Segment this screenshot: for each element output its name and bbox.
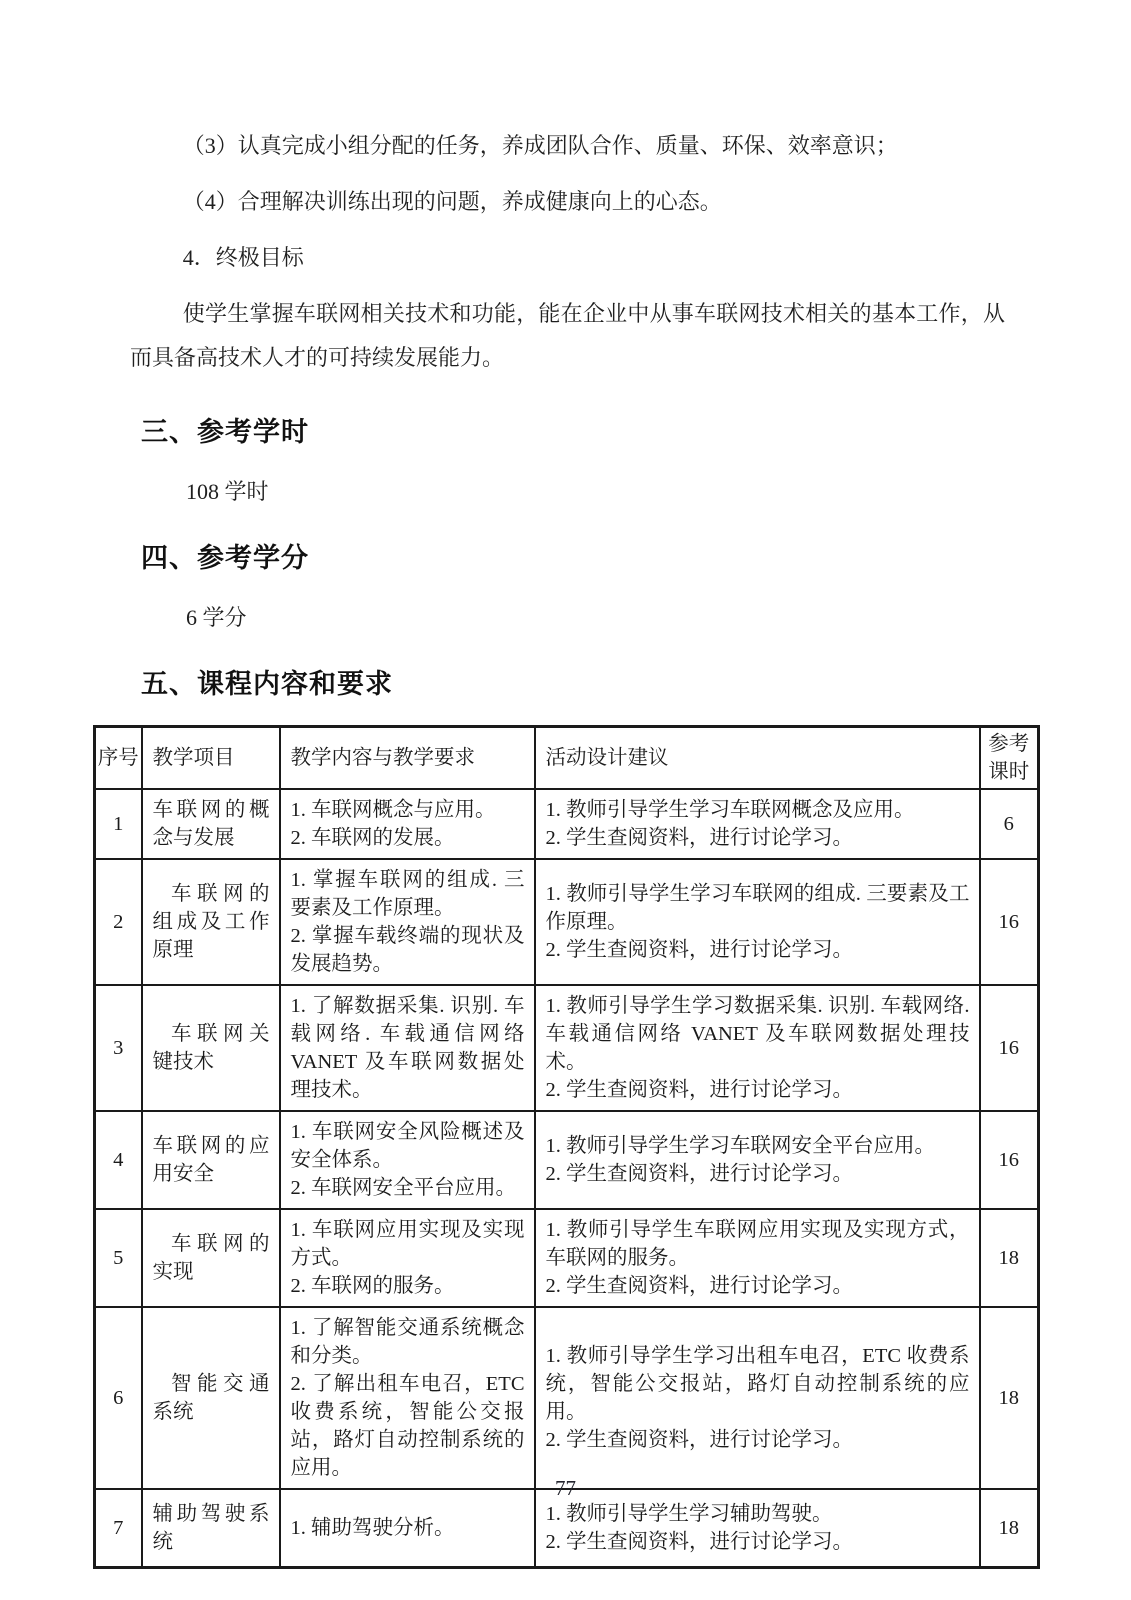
cell-row-number: 1 xyxy=(95,789,142,859)
cell-row-number: 2 xyxy=(95,859,142,985)
cell-activity-suggestion xyxy=(535,1111,980,1209)
cell-text-line: 1. 教师引导学生学习车联网概念及应用。 xyxy=(545,799,915,821)
cell-teaching-project: 车联网的组成及工作原理 xyxy=(142,859,280,985)
cell-teaching-project: 车联网的概念与发展 xyxy=(142,789,280,859)
section-heading-reference-hours: 三、参考学时 xyxy=(141,417,309,447)
section-heading-course-content: 五、课程内容和要求 xyxy=(141,669,393,699)
cell-text-line: 2. 车联网的发展。 xyxy=(290,827,455,849)
cell-text-line: 1. 了解智能交通系统概念和分类。 xyxy=(290,1317,525,1367)
reference-hours-value: 108 学时 xyxy=(186,479,269,504)
paragraph-item-3: （3）认真完成小组分配的任务，养成团队合作、质量、环保、效率意识； xyxy=(182,133,898,158)
cell-reference-hours: 18 xyxy=(980,1489,1039,1567)
cell-teaching-project: 辅助驾驶系统 xyxy=(142,1489,280,1567)
table-row xyxy=(95,1209,1039,1307)
goal-body-paragraph: 使学生掌握车联网相关技术和功能，能在企业中从事车联网技术相关的基本工作，从而具备高技术人才的可持续发展能力。 xyxy=(130,301,1005,370)
cell-teaching-content xyxy=(280,1209,535,1307)
cell-reference-hours: 6 xyxy=(980,789,1039,859)
cell-activity-suggestion xyxy=(535,1307,980,1489)
table-header-no: 序号 xyxy=(95,727,142,790)
cell-activity-suggestion xyxy=(535,985,980,1111)
cell-teaching-content xyxy=(280,1307,535,1489)
cell-reference-hours: 16 xyxy=(980,1111,1039,1209)
cell-teaching-project: 智能交通系统 xyxy=(142,1307,280,1489)
cell-activity-suggestion xyxy=(535,859,980,985)
goal-subheading: 4．终极目标 xyxy=(182,245,304,270)
cell-row-number: 3 xyxy=(95,985,142,1111)
course-table-body xyxy=(95,789,1039,1567)
cell-text-line: 2. 学生查阅资料，进行讨论学习。 xyxy=(545,1163,853,1185)
cell-text-line: 1. 教师引导学生学习数据采集. 识别. 车载网络. 车载通信网络 VANET 及车联网数据处理技术。 xyxy=(545,995,970,1073)
cell-row-number: 7 xyxy=(95,1489,142,1567)
cell-text-line: 2. 学生查阅资料，进行讨论学习。 xyxy=(545,1429,853,1451)
reference-credits-value: 6 学分 xyxy=(186,605,247,630)
table-row xyxy=(95,789,1039,859)
page-number: 77 xyxy=(555,1476,576,1500)
cell-text-line: 2. 学生查阅资料，进行讨论学习。 xyxy=(545,827,853,849)
table-header-project: 教学项目 xyxy=(142,727,280,790)
table-header-activity: 活动设计建议 xyxy=(535,727,980,790)
table-header-hours: 参考课时 xyxy=(980,727,1039,790)
cell-teaching-content xyxy=(280,1111,535,1209)
cell-text-line: 2. 车联网的服务。 xyxy=(290,1275,455,1297)
cell-text-line: 1. 车联网应用实现及实现方式。 xyxy=(290,1219,525,1269)
table-header-row xyxy=(95,727,1039,790)
cell-text-line: 1. 教师引导学生学习车联网的组成. 三要素及工作原理。 xyxy=(545,883,970,933)
table-row xyxy=(95,1111,1039,1209)
cell-text-line: 1. 教师引导学生学习出租车电召，ETC 收费系统，智能公交报站，路灯自动控制系统的应用。 xyxy=(545,1345,970,1423)
cell-teaching-content xyxy=(280,859,535,985)
intro-text-block xyxy=(130,124,1005,380)
cell-text-line: 1. 辅助驾驶分析。 xyxy=(290,1516,455,1539)
cell-text-line: 2. 学生查阅资料，进行讨论学习。 xyxy=(545,1275,853,1297)
cell-row-number: 4 xyxy=(95,1111,142,1209)
cell-text-line: 1. 车联网安全风险概述及安全体系。 xyxy=(290,1121,525,1171)
cell-reference-hours: 18 xyxy=(980,1307,1039,1489)
cell-text-line: 2. 了解出租车电召，ETC 收费系统，智能公交报站，路灯自动控制系统的应用。 xyxy=(290,1373,525,1479)
cell-teaching-content xyxy=(280,789,535,859)
cell-text-line: 2. 学生查阅资料，进行讨论学习。 xyxy=(545,1079,853,1101)
cell-row-number: 6 xyxy=(95,1307,142,1489)
paragraph-item-4: （4）合理解决训练出现的问题，养成健康向上的心态。 xyxy=(182,189,722,214)
course-content-table xyxy=(93,725,1040,1569)
cell-reference-hours: 16 xyxy=(980,859,1039,985)
table-row xyxy=(95,1307,1039,1489)
cell-teaching-project: 车联网的实现 xyxy=(142,1209,280,1307)
cell-text-line: 1. 车联网概念与应用。 xyxy=(290,799,496,821)
cell-teaching-project: 车联网的应用安全 xyxy=(142,1111,280,1209)
cell-teaching-content xyxy=(280,985,535,1111)
cell-text-line: 2. 车联网安全平台应用。 xyxy=(290,1177,516,1199)
cell-text-line: 2. 学生查阅资料，进行讨论学习。 xyxy=(545,939,853,961)
table-header-content: 教学内容与教学要求 xyxy=(280,727,535,790)
cell-reference-hours: 16 xyxy=(980,985,1039,1111)
section-heading-reference-credits: 四、参考学分 xyxy=(141,543,309,573)
cell-text-line: 2. 掌握车载终端的现状及发展趋势。 xyxy=(290,925,525,975)
table-row xyxy=(95,985,1039,1111)
cell-text-line: 1. 教师引导学生学习车联网安全平台应用。 xyxy=(545,1135,935,1157)
course-table-head xyxy=(95,727,1039,790)
cell-row-number: 5 xyxy=(95,1209,142,1307)
cell-text-line: 1. 教师引导学生学习辅助驾驶。 xyxy=(545,1502,833,1525)
cell-activity-suggestion xyxy=(535,789,980,859)
cell-text-line: 1. 教师引导学生车联网应用实现及实现方式，车联网的服务。 xyxy=(545,1219,970,1269)
cell-text-line: 1. 了解数据采集. 识别. 车载网络. 车载通信网络 VANET 及车联网数据处理技术。 xyxy=(290,995,525,1101)
cell-activity-suggestion xyxy=(535,1209,980,1307)
table-row xyxy=(95,859,1039,985)
cell-text-line: 1. 掌握车联网的组成. 三要素及工作原理。 xyxy=(290,869,525,919)
cell-text-line: 2. 学生查阅资料，进行讨论学习。 xyxy=(545,1530,853,1553)
cell-teaching-project: 车联网关键技术 xyxy=(142,985,280,1111)
cell-reference-hours: 18 xyxy=(980,1209,1039,1307)
